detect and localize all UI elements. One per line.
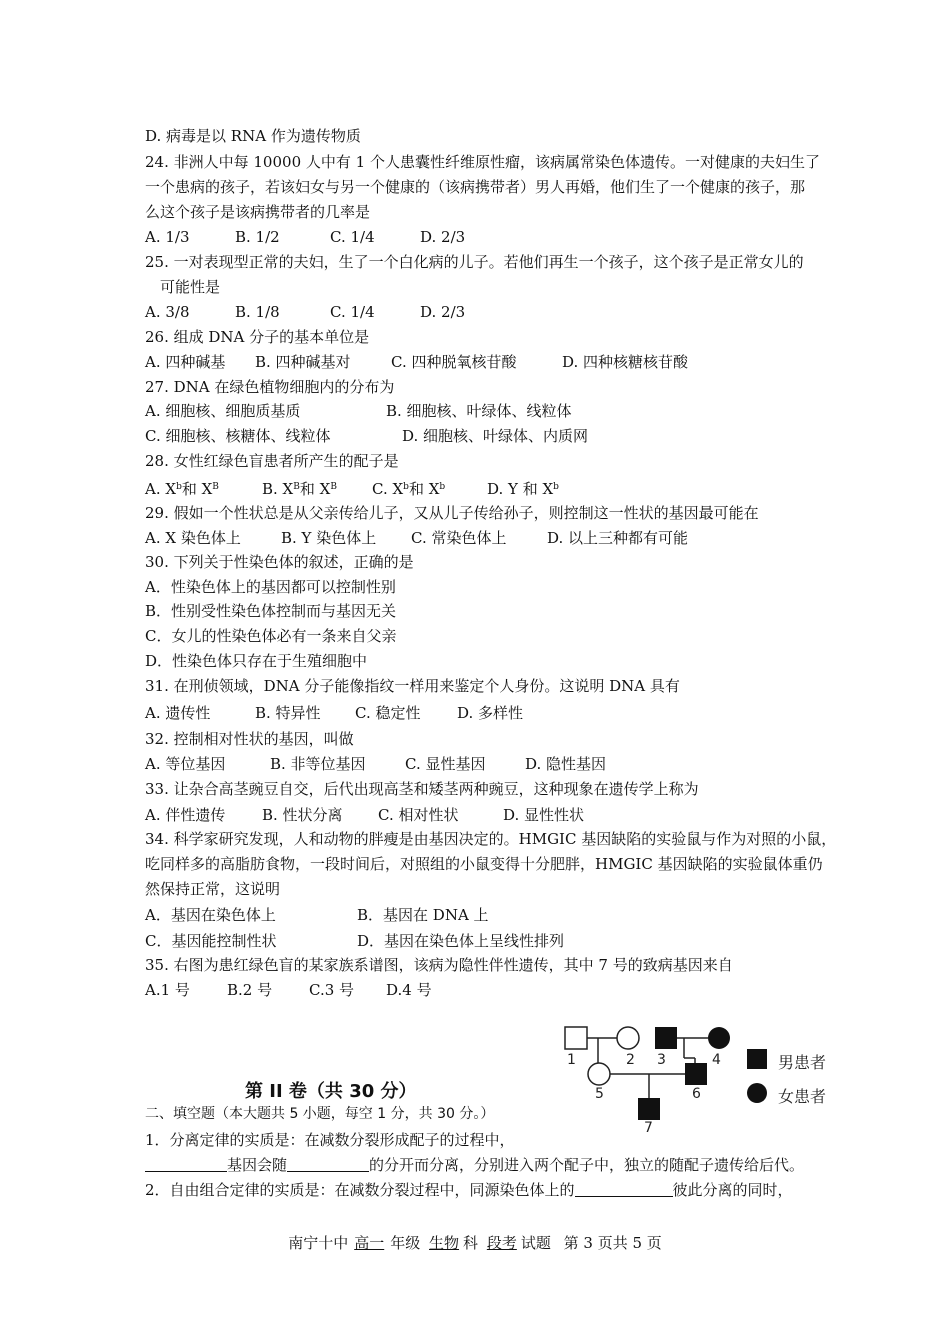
- fill-q2-line1: 2．自由组合定律的实质是：在减数分裂过程中，同源染色体上的 彼此分离的同时，: [145, 1181, 793, 1199]
- page-footer: 南宁十中 高一 年级 生物 科 段考 试题 第 3 页共 5 页: [288, 1234, 662, 1252]
- q33-option-c: C. 相对性状: [378, 806, 459, 824]
- q26-option-b: B. 四种碱基对: [255, 353, 351, 371]
- pedigree-label-5: 5: [595, 1086, 604, 1102]
- q34-option-d: D．基因在染色体上呈线性排列: [357, 932, 565, 950]
- q26-options: [145, 352, 688, 372]
- q25-option-a: A. 3/8: [145, 303, 190, 321]
- pedigree-svg: [555, 1022, 885, 1142]
- q24-stem-line2: 一个患病的孩子，若该妇女与另一个健康的（该病携带者）男人再婚，他们生了一个健康的孩子，那: [145, 178, 806, 196]
- q25-option-c: C. 1/4: [330, 303, 375, 321]
- q35-option-d: D.4 号: [386, 981, 432, 999]
- q34-stem-line2: 吃同样多的高脂肪食物，一段时间后，对照组的小鼠变得十分肥胖，HMGIC 基因缺陷的实验鼠体重仍: [145, 855, 823, 873]
- legend-female-affected-icon: [747, 1083, 767, 1103]
- q27-option-d: D. 细胞核、叶绿体、内质网: [402, 427, 589, 445]
- q24-stem-line3: 么这个孩子是该病携带者的几率是: [145, 203, 371, 221]
- q29-options: [145, 528, 688, 548]
- q35-stem: 35. 右图为患红绿色盲的某家族系谱图，该病为隐性伴性遗传，其中 7 号的致病基因来自: [145, 956, 733, 974]
- q25-option-b: B. 1/8: [235, 303, 280, 321]
- individual-3-male-affected: [655, 1027, 677, 1049]
- q24-option-d: D. 2/3: [420, 228, 466, 246]
- q32-option-a: A. 等位基因: [145, 755, 226, 773]
- q29-option-c: C. 常染色体上: [411, 529, 507, 547]
- q29-option-d: D. 以上三种都有可能: [547, 529, 689, 547]
- q35-option-c: C.3 号: [309, 981, 355, 999]
- q31-option-c: C. 稳定性: [355, 704, 421, 722]
- q33-options: [145, 805, 584, 825]
- fill-q1-line2: 基因会随 的分开而分离，分别进入两个配子中，独立的随配子遗传给后代。: [145, 1155, 804, 1175]
- pedigree-chart: [555, 1022, 885, 1142]
- q31-option-d: D. 多样性: [457, 704, 524, 722]
- q31-stem: 31. 在刑侦领域，DNA 分子能像指纹一样用来鉴定个人身份。这说明 DNA 具有: [145, 677, 680, 695]
- q35-option-b: B.2 号: [227, 981, 273, 999]
- q31-option-b: B. 特异性: [255, 704, 321, 722]
- individual-7-male-affected: [638, 1098, 660, 1120]
- q28-option-b: B. $X^B$和 $X^B$: [262, 480, 337, 498]
- q24-option-b: B. 1/2: [235, 228, 280, 246]
- q30-stem: 30. 下列关于性染色体的叙述，正确的是: [145, 553, 414, 571]
- q33-option-a: A. 伴性遗传: [145, 806, 226, 824]
- q32-option-c: C. 显性基因: [405, 755, 486, 773]
- individual-1-male-normal: [565, 1027, 587, 1049]
- q26-stem: 26. 组成 DNA 分子的基本单位是: [145, 328, 370, 346]
- q25-option-d: D. 2/3: [420, 303, 466, 321]
- q27-option-a: A. 细胞核、细胞质基质: [145, 402, 301, 420]
- q34-option-c: C．基因能控制性状: [145, 932, 277, 950]
- q24-stem-line1: 24. 非洲人中每 10000 人中有 1 个人患囊性纤维原性瘤，该病属常染色体遗传。一对健康的夫妇生了: [145, 153, 820, 171]
- q33-option-b: B. 性状分离: [262, 806, 343, 824]
- q32-option-d: D. 隐性基因: [525, 755, 607, 773]
- q30-option-b: B．性别受性染色体控制而与基因无关: [145, 602, 397, 620]
- q25-stem-line1: 25. 一对表现型正常的夫妇，生了一个白化病的儿子。若他们再生一个孩子，这个孩子是正常女儿的: [145, 253, 804, 271]
- q34-stem-line3: 然保持正常，这说明: [145, 880, 281, 898]
- q28-stem: 28. 女性红绿色盲患者所产生的配子是: [145, 452, 399, 470]
- q27-option-c: C. 细胞核、核糖体、线粒体: [145, 427, 331, 445]
- q25-options: [145, 302, 465, 322]
- q31-option-a: A. 遗传性: [145, 704, 211, 722]
- legend-male-affected-label: 男患者: [778, 1053, 827, 1072]
- q26-option-d: D. 四种核糖核苷酸: [562, 353, 689, 371]
- q31-options: [145, 703, 523, 723]
- individual-6-male-affected: [685, 1063, 707, 1085]
- individual-2-female-normal: [617, 1027, 639, 1049]
- pedigree-label-2: 2: [626, 1052, 635, 1068]
- q28-option-d: D. Y 和 $X^b$: [487, 480, 559, 498]
- q30-option-d: D．性染色体只存在于生殖细胞中: [145, 652, 368, 670]
- pedigree-label-7: 7: [644, 1120, 653, 1136]
- q24-option-a: A. 1/3: [145, 228, 190, 246]
- q32-options: [145, 754, 606, 774]
- pedigree-label-1: 1: [567, 1052, 576, 1068]
- q27-option-b: B. 细胞核、叶绿体、线粒体: [386, 402, 572, 420]
- q35-options: [145, 980, 432, 1000]
- answer-blank-3[interactable]: [575, 1182, 673, 1197]
- q30-option-a: A．性染色体上的基因都可以控制性别: [145, 578, 396, 596]
- answer-blank-2[interactable]: [287, 1157, 369, 1172]
- q28-option-a: A. $X^b$和 $X^B$: [145, 480, 219, 498]
- q32-stem: 32. 控制相对性状的基因，叫做: [145, 730, 354, 748]
- legend-female-affected-label: 女患者: [778, 1087, 827, 1106]
- q23-option-d: D. 病毒是以 RNA 作为遗传物质: [145, 127, 361, 145]
- q30-option-c: C．女儿的性染色体必有一条来自父亲: [145, 627, 397, 645]
- legend-male-affected-icon: [747, 1049, 767, 1069]
- q26-option-a: A. 四种碱基: [145, 353, 226, 371]
- q24-option-c: C. 1/4: [330, 228, 375, 246]
- q27-stem: 27. DNA 在绿色植物细胞内的分布为: [145, 378, 395, 396]
- q32-option-b: B. 非等位基因: [270, 755, 366, 773]
- q33-stem: 33. 让杂合高茎豌豆自交，后代出现高茎和矮茎两种豌豆，这种现象在遗传学上称为: [145, 780, 699, 798]
- part2-title: 第 II 卷（共 30 分）: [245, 1081, 417, 1102]
- q26-option-c: C. 四种脱氧核苷酸: [391, 353, 517, 371]
- q28-option-c: C. $X^b$和 $X^b$: [372, 480, 446, 498]
- pedigree-label-4: 4: [712, 1052, 721, 1068]
- pedigree-label-6: 6: [692, 1086, 701, 1102]
- q34-option-b: B．基因在 DNA 上: [357, 906, 489, 924]
- q24-options: [145, 227, 465, 247]
- answer-blank-1[interactable]: [145, 1157, 227, 1172]
- q35-option-a: A.1 号: [145, 981, 190, 999]
- individual-4-female-affected: [708, 1027, 730, 1049]
- q29-stem: 29. 假如一个性状总是从父亲传给儿子，又从儿子传给孙子，则控制这一性状的基因最可能在: [145, 504, 759, 522]
- q25-stem-line2: 可能性是: [160, 278, 221, 296]
- q29-option-b: B. Y 染色体上: [281, 529, 377, 547]
- q34-stem-line1: 34. 科学家研究发现，人和动物的胖瘦是由基因决定的。HMGIC 基因缺陷的实验鼠与作为对照的小鼠，: [145, 830, 837, 848]
- part2-heading: 二、填空题（本大题共 5 小题，每空 1 分，共 30 分。）: [145, 1106, 495, 1122]
- q34-option-a: A．基因在染色体上: [145, 906, 276, 924]
- fill-q1-line1: 1．分离定律的实质是：在减数分裂形成配子的过程中，: [145, 1131, 515, 1149]
- pedigree-label-3: 3: [657, 1052, 666, 1068]
- individual-5-female-normal: [588, 1063, 610, 1085]
- q29-option-a: A. X 染色体上: [145, 529, 241, 547]
- q33-option-d: D. 显性性状: [503, 806, 585, 824]
